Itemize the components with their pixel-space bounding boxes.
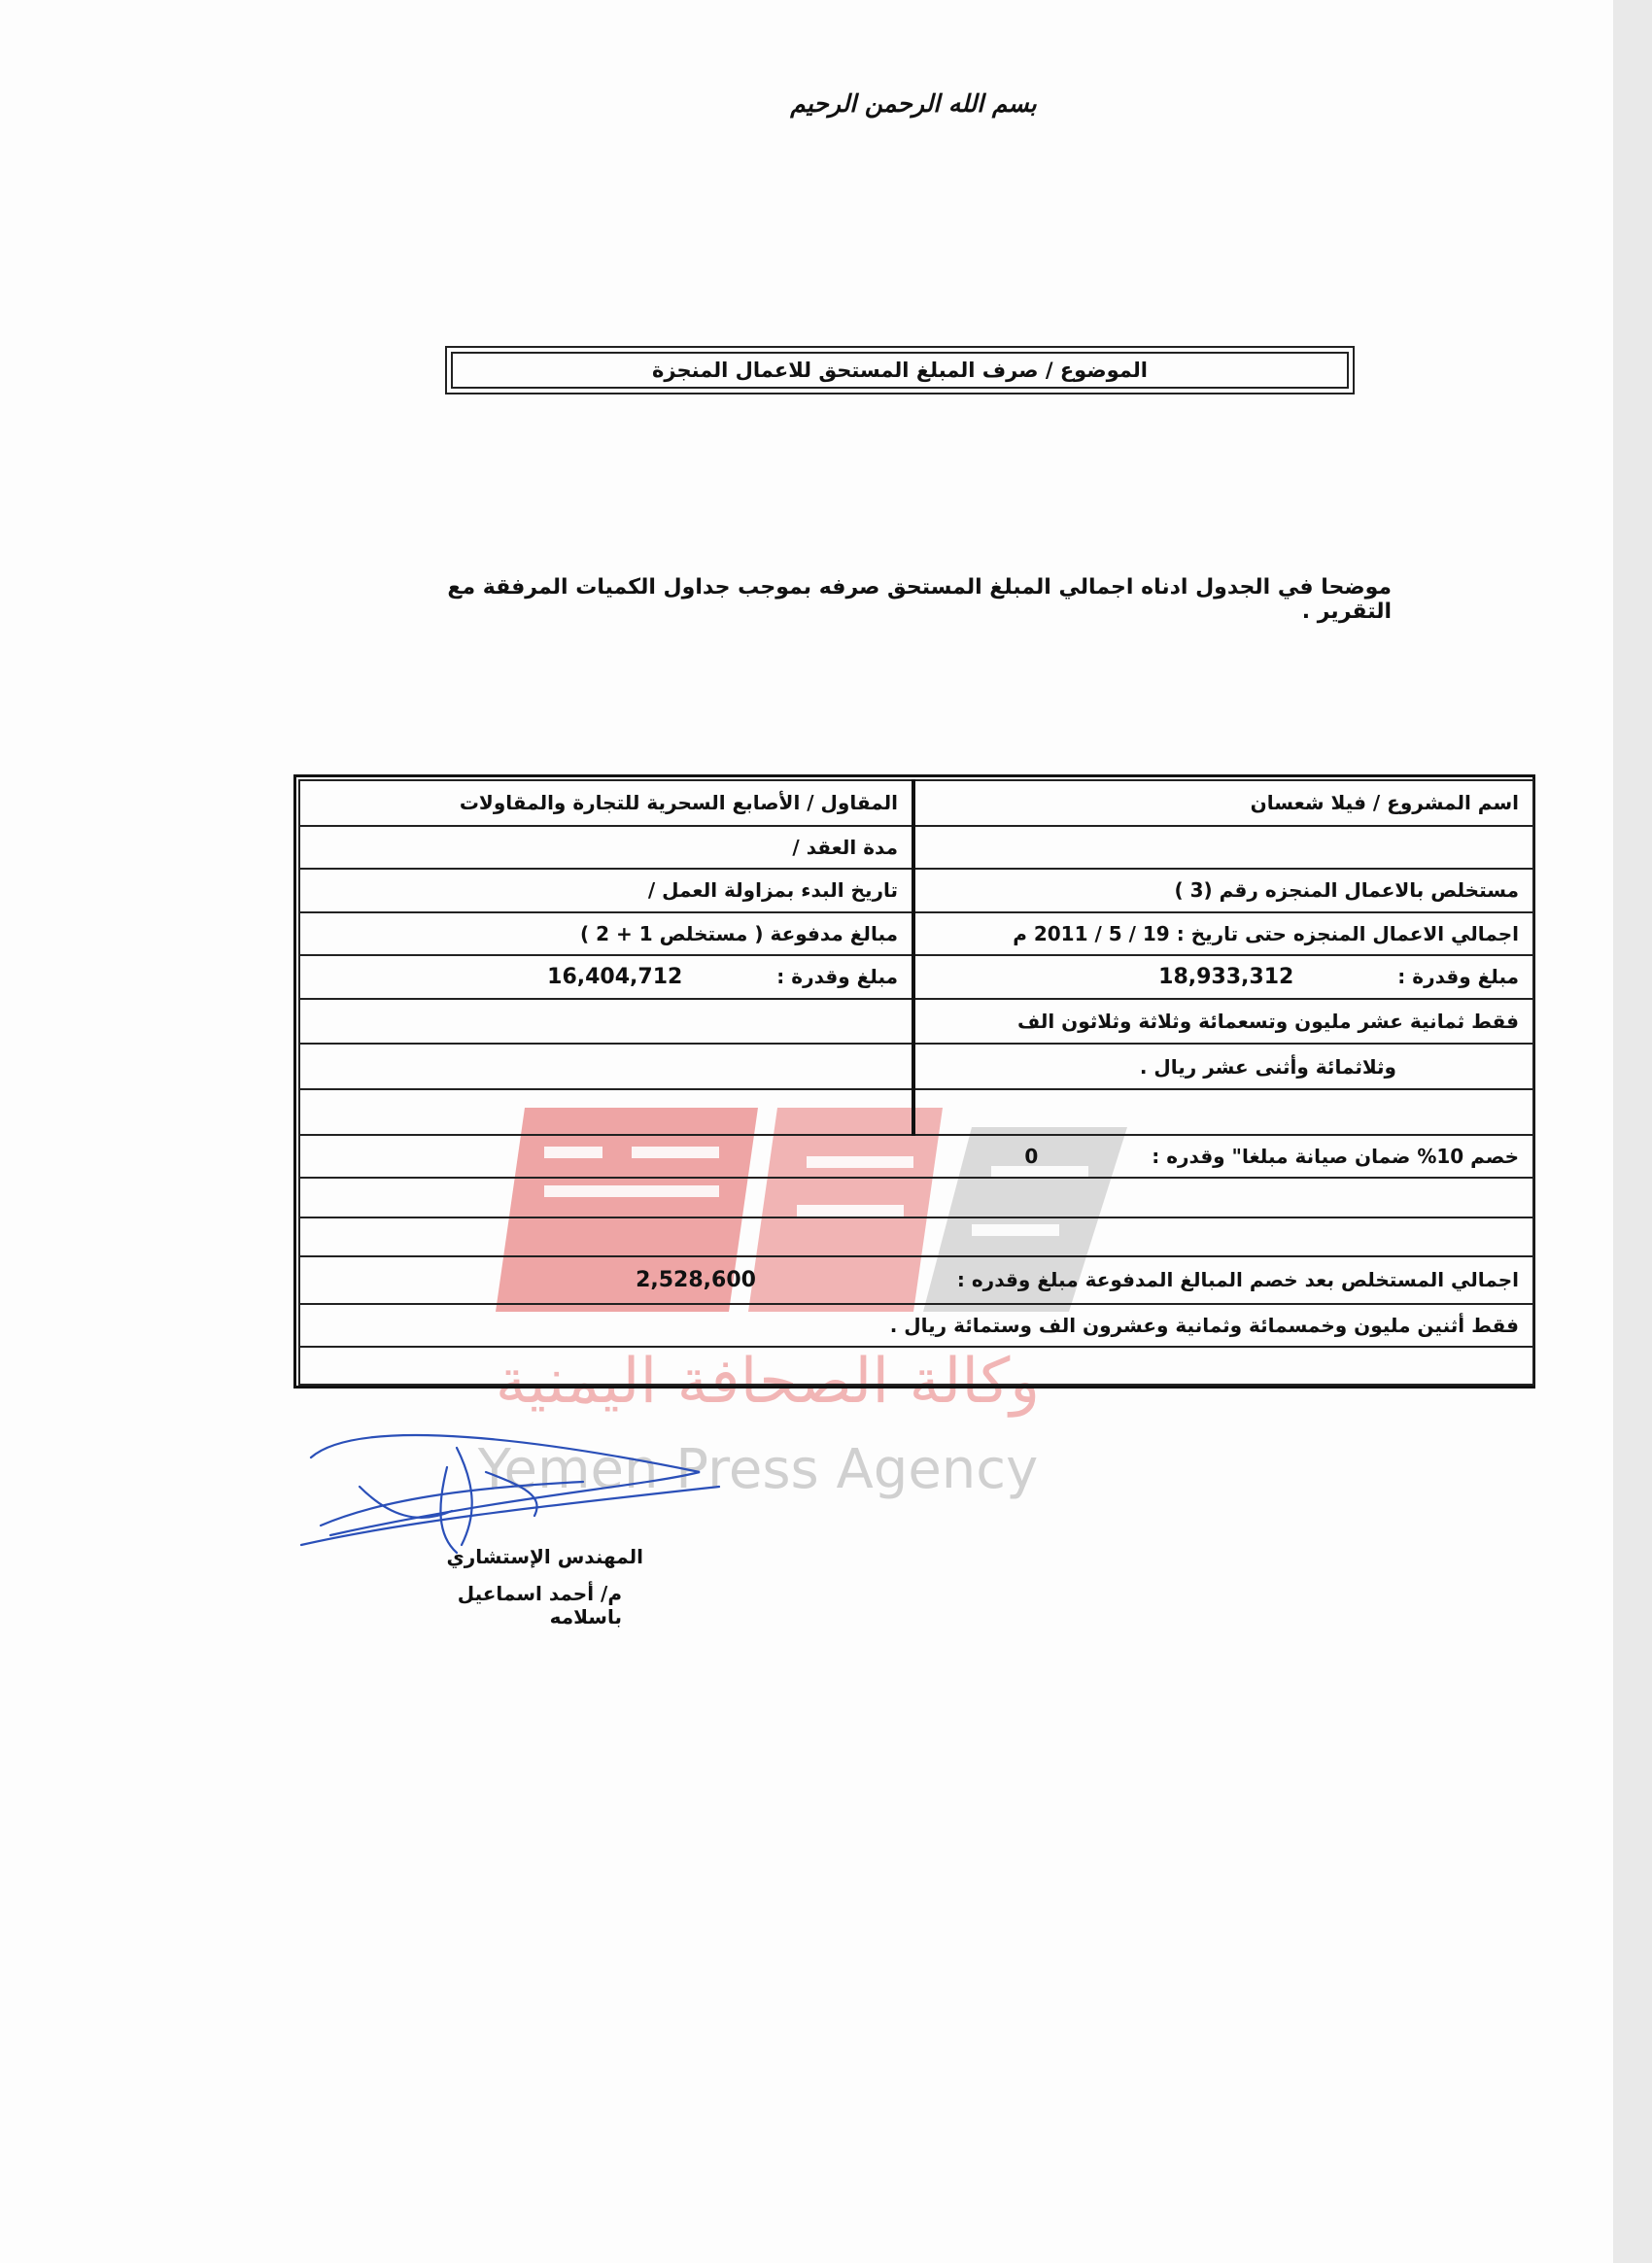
- invoice-number-cell: مستخلص بالاعمال المنجزه رقم (3 ): [913, 869, 1533, 912]
- empty-cell: [299, 1044, 913, 1089]
- empty-cell: [299, 1178, 1533, 1217]
- table-row: [299, 1256, 1533, 1304]
- subject-box: [445, 346, 1355, 394]
- payment-table: [293, 774, 1535, 1389]
- net-total-words-cell: فقط أثنين مليون وخمسمائة وثمانية وعشرون الف وستمائة ريال .: [299, 1304, 1533, 1348]
- retention-label: خصم 10% ضمان صيانة مبلغا" وقدره :: [1152, 1144, 1519, 1168]
- amount-label: مبلغ وقدرة :: [776, 965, 898, 989]
- engineer-name: م/ أحمد اسماعيل باسلامه: [457, 1582, 622, 1629]
- table-row: [299, 1044, 1533, 1089]
- net-total-value: 2,528,600: [636, 1268, 756, 1293]
- table-row: [299, 955, 1533, 999]
- table-row: [299, 1217, 1533, 1257]
- empty-cell: [299, 1217, 1533, 1257]
- net-total-label: اجمالي المستخلص بعد خصم المبالغ المدفوعة مبلغ وقدره :: [956, 1268, 1519, 1292]
- basmala: بسم الله الرحمن الرحيم: [790, 89, 1037, 118]
- amount-left-cell: [299, 955, 913, 999]
- paid-amounts-cell: مبالغ مدفوعة ( مستخلص 1 + 2 ): [299, 912, 913, 956]
- empty-cell: [913, 826, 1533, 870]
- amount-value: 16,404,712: [547, 965, 683, 990]
- payment-grid: [298, 779, 1534, 1386]
- start-date-cell: تاريخ البدء بمزاولة العمل /: [299, 869, 913, 912]
- engineer-title: المهندس الإستشاري: [446, 1545, 643, 1568]
- empty-cell: [299, 999, 913, 1045]
- table-row: [299, 1304, 1533, 1348]
- empty-cell: [299, 1347, 1533, 1385]
- table-row: [299, 780, 1533, 826]
- amount-words-line1: فقط ثمانية عشر مليون وتسعمائة وثلاثة وثلاثون الف: [913, 999, 1533, 1045]
- table-row: [299, 1089, 1533, 1135]
- table-row: [299, 826, 1533, 870]
- net-total-cell: [299, 1256, 1533, 1304]
- retention-value: 0: [1024, 1144, 1039, 1168]
- scan-edge: [1613, 0, 1652, 2263]
- table-row: [299, 1135, 1533, 1179]
- watermark-english: Yemen Press Agency: [477, 1438, 1039, 1501]
- amount-right-cell: [913, 955, 1533, 999]
- table-row: [299, 912, 1533, 956]
- table-row: [299, 1347, 1533, 1385]
- amount-value: 18,933,312: [1158, 965, 1294, 990]
- empty-cell: [913, 1089, 1533, 1135]
- amount-label: مبلغ وقدرة :: [1397, 965, 1519, 989]
- intro-paragraph: موضحا في الجدول ادناه اجمالي المبلغ المستحق صرفه بموجب جداول الكميات المرفقة مع التقرير .: [447, 575, 1392, 624]
- watermark-arabic: وكالة الصحافة اليمنية: [495, 1346, 1041, 1418]
- table-row: [299, 1178, 1533, 1217]
- total-until-date-cell: اجمالي الاعمال المنجزه حتى تاريخ : 19 / 5 / 2011 م: [913, 912, 1533, 956]
- empty-cell: [299, 1089, 913, 1135]
- contract-duration-cell: مدة العقد /: [299, 826, 913, 870]
- handwritten-signature: [292, 1428, 758, 1564]
- project-name-cell: اسم المشروع / فيلا شعسان: [913, 780, 1533, 826]
- subject-title: الموضوع / صرف المبلغ المستحق للاعمال المنجزة: [451, 352, 1349, 389]
- amount-words-line2: وثلاثمائة وأثنى عشر ريال .: [913, 1044, 1533, 1089]
- table-row: [299, 869, 1533, 912]
- retention-cell: [299, 1135, 1533, 1179]
- contractor-cell: المقاول / الأصابع السحرية للتجارة والمقاولات: [299, 780, 913, 826]
- table-row: [299, 999, 1533, 1045]
